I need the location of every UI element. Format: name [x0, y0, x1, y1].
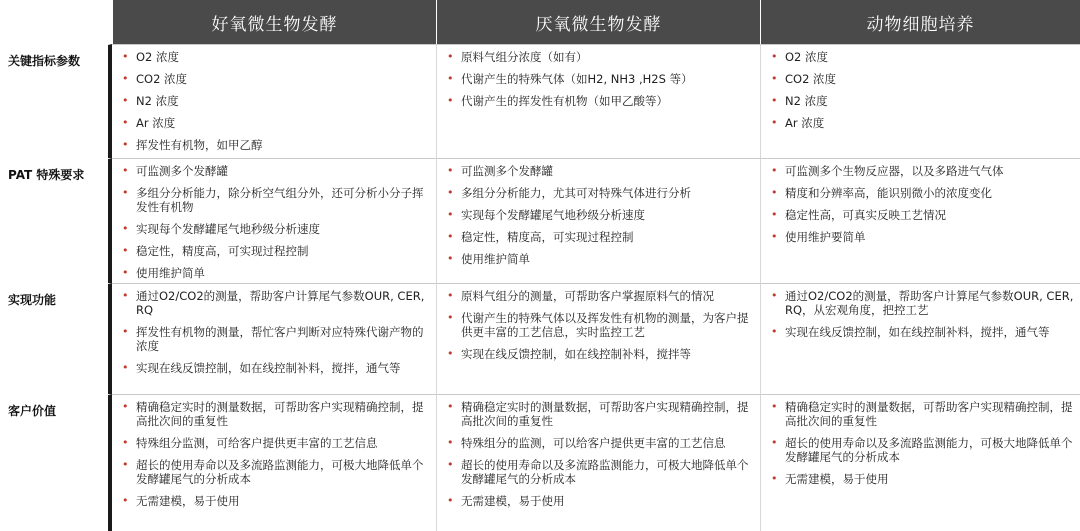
list-item: • 特殊组分的监测，可以给客户提供更丰富的工艺信息	[447, 436, 754, 450]
list-item: • 超长的使用寿命以及多流路监测能力，可极大地降低单个发酵罐尾气的分析成本	[771, 436, 1074, 464]
list-item: • 稳定性，精度高，可实现过程控制	[447, 230, 754, 244]
bullet-list	[771, 289, 1074, 339]
list-item: • 多组分分析能力，尤其可对特殊气体进行分析	[447, 186, 754, 200]
list-item: • 可监测多个发酵罐	[122, 164, 430, 178]
list-item: • 超长的使用寿命以及多流路监测能力，可极大地降低单个发酵罐尾气的分析成本	[447, 458, 754, 486]
bullet-list	[447, 400, 754, 508]
list-item: • 特殊组分监测，可给客户提供更丰富的工艺信息	[122, 436, 430, 450]
list-item: • 精确稳定实时的测量数据，可帮助客户实现精确控制，提高批次间的重复性	[122, 400, 430, 428]
list-item: • 实现在线反馈控制，如在线控制补料，搅拌等	[447, 347, 754, 361]
list-item: • 实现在线反馈控制，如在线控制补料，搅拌，通气等	[122, 361, 430, 375]
list-item: • 实现在线反馈控制，如在线控制补料，搅拌，通气等	[771, 325, 1074, 339]
list-item: • 精度和分辨率高，能识别微小的浓度变化	[771, 186, 1074, 200]
list-item: • 实现每个发酵罐尾气地秒级分析速度	[447, 208, 754, 222]
list-item: • 原料气组分浓度（如有）	[447, 50, 754, 64]
cell-pat-requirements-animal-cell	[760, 158, 1080, 283]
list-item: • 通过O2/CO2的测量，帮助客户计算尾气参数OUR, CER, RQ，从宏观角度，把控工艺	[771, 289, 1074, 317]
list-item: • 可监测多个生物反应器，以及多路进气气体	[771, 164, 1074, 178]
cell-functions-animal-cell	[760, 283, 1080, 394]
list-item: • 稳定性高，可真实反映工艺情况	[771, 208, 1074, 222]
cell-customer-value-animal-cell	[760, 394, 1080, 531]
list-item: • 通过O2/CO2的测量，帮助客户计算尾气参数OUR, CER, RQ	[122, 289, 430, 317]
column-header-aerobic: 好氧微生物发酵	[112, 0, 436, 44]
bullet-list	[771, 164, 1074, 244]
table-corner	[0, 0, 112, 44]
cell-pat-requirements-aerobic	[112, 158, 436, 283]
list-item: • N2 浓度	[771, 94, 1074, 108]
list-item: • 原料气组分的测量，可帮助客户掌握原料气的情况	[447, 289, 754, 303]
bullet-list	[447, 164, 754, 266]
bullet-list	[122, 400, 430, 508]
list-item: • 使用维护简单	[447, 252, 754, 266]
list-item: • 多组分分析能力，除分析空气组分外，还可分析小分子挥发性有机物	[122, 186, 430, 214]
row-label-key-parameters: 关键指标参数	[0, 44, 112, 158]
cell-key-parameters-aerobic	[112, 44, 436, 158]
cell-customer-value-anaerobic	[436, 394, 760, 531]
list-item: • 稳定性，精度高，可实现过程控制	[122, 244, 430, 258]
bullet-list	[771, 50, 1074, 130]
list-item: • 无需建模，易于使用	[122, 494, 430, 508]
list-item: • 可监测多个发酵罐	[447, 164, 754, 178]
list-item: • N2 浓度	[122, 94, 430, 108]
list-item: • O2 浓度	[122, 50, 430, 64]
list-item: • 代谢产生的特殊气体（如H2, NH3 ,H2S 等）	[447, 72, 754, 86]
list-item: • 使用维护简单	[122, 266, 430, 280]
list-item: • 使用维护要简单	[771, 230, 1074, 244]
list-item: • 挥发性有机物，如甲乙醇	[122, 138, 430, 152]
list-item: • 无需建模，易于使用	[447, 494, 754, 508]
column-header-animal-cell: 动物细胞培养	[760, 0, 1080, 44]
bullet-list	[122, 289, 430, 375]
list-item: • 精确稳定实时的测量数据，可帮助客户实现精确控制，提高批次间的重复性	[447, 400, 754, 428]
cell-key-parameters-anaerobic	[436, 44, 760, 158]
cell-functions-aerobic	[112, 283, 436, 394]
bullet-list	[447, 289, 754, 361]
bullet-list	[771, 400, 1074, 486]
list-item: • CO2 浓度	[771, 72, 1074, 86]
list-item: • 实现每个发酵罐尾气地秒级分析速度	[122, 222, 430, 236]
cell-functions-anaerobic	[436, 283, 760, 394]
list-item: • Ar 浓度	[122, 116, 430, 130]
list-item: • Ar 浓度	[771, 116, 1074, 130]
list-item: • 挥发性有机物的测量，帮忙客户判断对应特殊代谢产物的浓度	[122, 325, 430, 353]
bullet-list	[447, 50, 754, 108]
list-item: • O2 浓度	[771, 50, 1074, 64]
list-item: • 代谢产生的挥发性有机物（如甲乙酸等）	[447, 94, 754, 108]
cell-key-parameters-animal-cell	[760, 44, 1080, 158]
row-label-functions: 实现功能	[0, 283, 112, 394]
row-label-pat-requirements: PAT 特殊要求	[0, 158, 112, 283]
list-item: • 超长的使用寿命以及多流路监测能力，可极大地降低单个发酵罐尾气的分析成本	[122, 458, 430, 486]
bullet-list	[122, 164, 430, 280]
bullet-list	[122, 50, 430, 152]
cell-pat-requirements-anaerobic	[436, 158, 760, 283]
list-item: • CO2 浓度	[122, 72, 430, 86]
row-label-customer-value: 客户价值	[0, 394, 112, 531]
column-header-anaerobic: 厌氧微生物发酵	[436, 0, 760, 44]
cell-customer-value-aerobic	[112, 394, 436, 531]
list-item: • 无需建模，易于使用	[771, 472, 1074, 486]
list-item: • 代谢产生的特殊气体以及挥发性有机物的测量，为客户提供更丰富的工艺信息，实时监控工艺	[447, 311, 754, 339]
list-item: • 精确稳定实时的测量数据，可帮助客户实现精确控制，提高批次间的重复性	[771, 400, 1074, 428]
